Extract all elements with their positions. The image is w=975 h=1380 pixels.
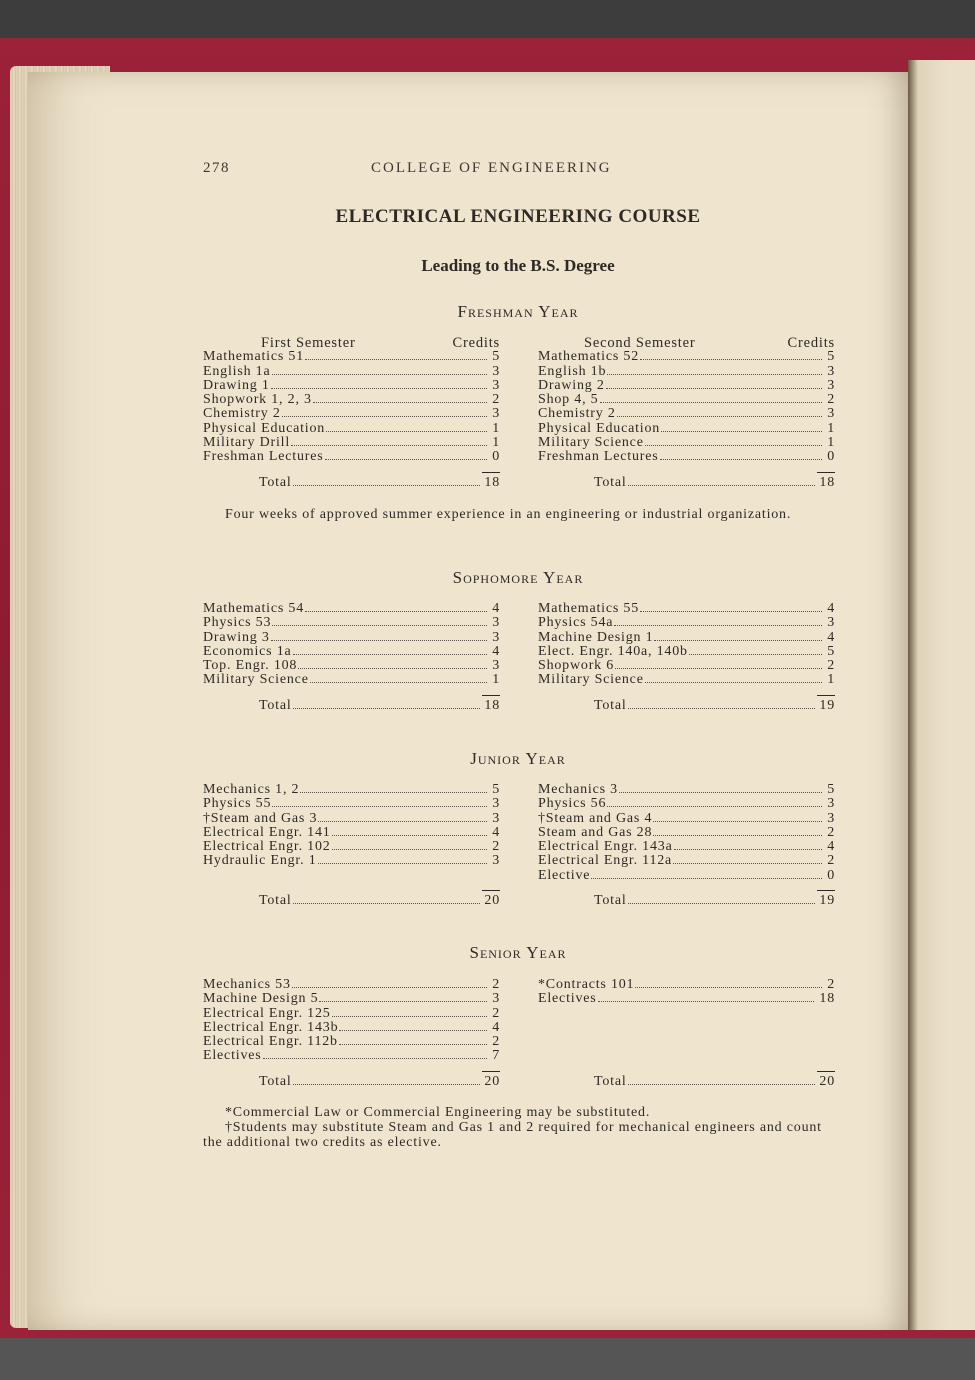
course-name: Drawing 2: [538, 377, 605, 393]
sophomore-first-semester: [203, 602, 500, 713]
course-row: [203, 602, 500, 616]
course-row: [203, 379, 500, 393]
course-row: [538, 812, 835, 826]
total-row: [203, 476, 500, 490]
leader-dots: [305, 611, 487, 612]
course-credits: 4: [492, 1019, 500, 1035]
leader-dots: [607, 374, 822, 375]
leader-dots: [298, 668, 487, 669]
course-credits: 3: [492, 658, 500, 674]
course-credits: 3: [827, 406, 835, 422]
course-credits: 0: [827, 867, 835, 883]
leader-dots: [318, 821, 487, 822]
course-name: Freshman Lectures: [203, 449, 324, 465]
course-name: Mathematics 52: [538, 349, 640, 365]
junior-second-semester: [538, 783, 835, 908]
course-row: [203, 616, 500, 630]
course-name: Elect. Engr. 140a, 140b: [538, 643, 688, 659]
leader-dots: [591, 878, 822, 879]
leader-dots: [339, 1044, 487, 1045]
leader-dots: [654, 640, 822, 641]
course-credits: 3: [492, 810, 500, 826]
course-credits: 3: [492, 377, 500, 393]
course-name: Military Science: [203, 672, 309, 688]
senior-heading: Senior Year: [469, 943, 567, 962]
total-row: [538, 1075, 835, 1089]
page-number: 278: [203, 160, 230, 176]
leader-dots: [300, 792, 487, 793]
total-label: Total: [259, 697, 292, 713]
course-row: [538, 659, 835, 673]
total-label: Total: [594, 474, 627, 490]
total-label: Total: [259, 893, 292, 909]
total-value: 18: [484, 474, 500, 490]
leader-dots: [310, 682, 487, 683]
leader-dots: [674, 849, 822, 850]
course-name: Machine Design 1: [538, 629, 654, 645]
course-name: Mechanics 1, 2: [203, 782, 300, 797]
leader-dots: [282, 416, 487, 417]
course-credits: 5: [827, 643, 835, 659]
course-row: [538, 854, 835, 868]
total-rule: [817, 695, 835, 696]
course-name: Physics 53: [203, 615, 272, 631]
total-rule: [482, 890, 500, 891]
course-row: [203, 350, 500, 364]
course-row: [203, 631, 500, 645]
course-credits: 5: [492, 349, 500, 365]
course-row: [203, 436, 500, 450]
junior-heading: Junior Year: [470, 749, 566, 768]
leader-dots: [313, 402, 487, 403]
course-credits: 2: [492, 1034, 500, 1050]
leader-dots: [292, 987, 487, 988]
course-name: Economics 1a: [203, 643, 292, 659]
total-rule: [817, 1071, 835, 1072]
course-credits: 4: [492, 643, 500, 659]
leader-dots: [272, 806, 487, 807]
leader-dots: [645, 445, 822, 446]
leader-dots: [640, 611, 822, 612]
first-semester-label: First Semester: [261, 335, 356, 351]
course-credits: 3: [827, 810, 835, 826]
course-name: English 1b: [538, 363, 607, 379]
leader-dots: [332, 849, 487, 850]
course-credits: 18: [819, 991, 835, 1007]
course-row: [203, 992, 500, 1006]
course-row: [538, 365, 835, 379]
course-name: Mathematics 51: [203, 349, 305, 365]
leader-dots: [635, 987, 822, 988]
course-row: [538, 797, 835, 811]
course-credits: 4: [827, 839, 835, 855]
course-name: Electives: [538, 991, 597, 1007]
course-row: [538, 350, 835, 364]
course-name: Physical Education: [538, 420, 661, 436]
total-value: 18: [819, 474, 835, 490]
senior-first-semester: [203, 978, 500, 1089]
footnote-asterisk: *Commercial Law or Commercial Engineering may be substituted.: [225, 1105, 651, 1120]
leader-dots: [263, 1058, 487, 1059]
course-credits: 5: [492, 782, 500, 797]
course-credits: 1: [827, 435, 835, 451]
course-credits: 4: [492, 824, 500, 840]
course-name: Chemistry 2: [203, 406, 281, 422]
total-row: [203, 894, 500, 908]
course-credits: 5: [827, 349, 835, 365]
course-row: [203, 978, 500, 992]
course-name: Freshman Lectures: [538, 449, 659, 465]
course-row: [203, 1007, 500, 1021]
leader-dots: [305, 359, 487, 360]
credits-label: Credits: [452, 335, 500, 351]
course-name: Electrical Engr. 112a: [538, 853, 673, 869]
course-row: [538, 826, 835, 840]
leader-dots: [653, 821, 822, 822]
course-credits: 3: [492, 629, 500, 645]
course-row: [203, 783, 500, 797]
footnote-dagger: †Students may substitute Steam and Gas 1 and 2 required for mechanical engineers and count the additional two credits as elective.: [203, 1120, 822, 1150]
background-top: [0, 0, 975, 42]
total-row: [538, 699, 835, 713]
total-label: Total: [259, 1073, 292, 1089]
course-row: [538, 992, 835, 1006]
course-name: Hydraulic Engr. 1: [203, 853, 317, 869]
course-credits: 3: [492, 796, 500, 812]
course-row: [203, 422, 500, 436]
footnotes: [203, 1105, 833, 1150]
total-rule: [817, 472, 835, 473]
course-credits: 1: [827, 672, 835, 688]
freshman-heading: Freshman Year: [457, 302, 579, 321]
leader-dots: [332, 835, 487, 836]
course-credits: 3: [827, 377, 835, 393]
course-credits: 3: [492, 363, 500, 379]
course-name: †Steam and Gas 3: [203, 810, 318, 826]
course-credits: 3: [492, 991, 500, 1007]
total-value: 19: [819, 893, 835, 909]
course-name: Shopwork 1, 2, 3: [203, 392, 312, 408]
column-header: [538, 336, 835, 350]
leader-dots: [339, 1030, 487, 1031]
freshman-first-semester: [203, 336, 500, 490]
senior-second-semester: [538, 978, 835, 1089]
course-name: Physics 56: [538, 796, 607, 812]
course-row: [538, 616, 835, 630]
course-row: [203, 840, 500, 854]
course-name: Mechanics 53: [203, 977, 291, 992]
course-name: Machine Design 5: [203, 991, 319, 1007]
course-row: [203, 812, 500, 826]
course-row: [538, 393, 835, 407]
course-row: [538, 602, 835, 616]
total-row: [538, 894, 835, 908]
total-rule: [482, 1071, 500, 1072]
course-name: Top. Engr. 108: [203, 658, 298, 674]
course-name: Physical Education: [203, 420, 326, 436]
leader-dots: [326, 431, 487, 432]
page-title: ELECTRICAL ENGINEERING COURSE: [335, 206, 701, 227]
course-row: [203, 826, 500, 840]
course-credits: 0: [492, 449, 500, 465]
course-row: [538, 436, 835, 450]
course-credits: 3: [827, 615, 835, 631]
leader-dots: [332, 1016, 487, 1017]
course-row: [203, 854, 500, 868]
total-rule: [482, 695, 500, 696]
total-row: [538, 476, 835, 490]
course-name: Electrical Engr. 112b: [203, 1034, 338, 1050]
course-name: Electives: [203, 1048, 262, 1064]
course-credits: 2: [492, 977, 500, 992]
course-credits: 2: [492, 1005, 500, 1021]
leader-dots: [271, 388, 487, 389]
leader-dots: [653, 835, 822, 836]
course-name: Military Science: [538, 435, 644, 451]
leader-dots: [640, 359, 822, 360]
course-credits: 2: [492, 392, 500, 408]
course-credits: 3: [827, 796, 835, 812]
course-row: [538, 407, 835, 421]
total-row: [203, 699, 500, 713]
leader-dots: [271, 640, 487, 641]
leader-dots: [272, 625, 487, 626]
course-name: Electrical Engr. 143a: [538, 839, 673, 855]
running-title: COLLEGE OF ENGINEERING: [371, 160, 612, 176]
leader-dots: [600, 402, 823, 403]
total-value: 19: [819, 697, 835, 713]
leader-dots: [673, 863, 822, 864]
sophomore-second-semester: [538, 602, 835, 713]
course-row: [538, 379, 835, 393]
course-credits: 2: [827, 853, 835, 869]
course-name: Electrical Engr. 141: [203, 824, 331, 840]
course-row: [203, 1049, 500, 1063]
course-credits: 4: [492, 601, 500, 616]
credits-label: Credits: [787, 335, 835, 351]
freshman-note-text: Four weeks of approved summer experience in an engineering or industrial organization.: [225, 507, 792, 522]
second-semester-label: Second Semester: [584, 335, 696, 351]
leader-dots: [272, 374, 488, 375]
total-label: Total: [594, 697, 627, 713]
leader-dots: [325, 459, 487, 460]
course-credits: 1: [827, 420, 835, 436]
leader-dots: [319, 1001, 487, 1002]
background-bottom: [0, 1338, 975, 1380]
facing-page-edge: [908, 60, 975, 1330]
leader-dots: [689, 654, 822, 655]
course-row: [203, 1021, 500, 1035]
course-row: [538, 783, 835, 797]
course-name: *Contracts 101: [538, 977, 635, 992]
total-label: Total: [259, 474, 292, 490]
course-name: Electrical Engr. 102: [203, 839, 331, 855]
course-row: [538, 631, 835, 645]
course-row: [203, 673, 500, 687]
course-credits: 5: [827, 782, 835, 797]
course-credits: 3: [492, 615, 500, 631]
leader-dots: [617, 416, 822, 417]
course-name: Mathematics 54: [203, 601, 305, 616]
course-row: [538, 450, 835, 464]
course-credits: 4: [827, 601, 835, 616]
total-value: 20: [484, 893, 500, 909]
course-name: Military Drill: [203, 435, 291, 451]
course-row: [203, 659, 500, 673]
course-row: [538, 840, 835, 854]
course-credits: 1: [492, 420, 500, 436]
course-credits: 7: [492, 1048, 500, 1064]
course-credits: 0: [827, 449, 835, 465]
leader-dots: [293, 654, 487, 655]
course-credits: 3: [492, 406, 500, 422]
course-row: [203, 393, 500, 407]
total-value: 20: [819, 1073, 835, 1089]
course-row: [203, 450, 500, 464]
course-row: [538, 869, 835, 883]
leader-dots: [318, 863, 487, 864]
course-credits: 1: [492, 435, 500, 451]
leader-dots: [607, 806, 822, 807]
course-name: Electrical Engr. 143b: [203, 1019, 339, 1035]
course-name: Mechanics 3: [538, 782, 618, 797]
course-row: [538, 422, 835, 436]
course-name: Electrical Engr. 125: [203, 1005, 331, 1021]
leader-dots: [598, 1001, 814, 1002]
course-credits: 2: [827, 658, 835, 674]
course-name: Drawing 1: [203, 377, 270, 393]
course-name: Shop 4, 5: [538, 392, 599, 408]
course-row: [203, 645, 500, 659]
total-label: Total: [594, 1073, 627, 1089]
leader-dots: [645, 682, 822, 683]
course-row: [203, 407, 500, 421]
total-value: 20: [484, 1073, 500, 1089]
total-value: 18: [484, 697, 500, 713]
leader-dots: [615, 668, 822, 669]
leader-dots: [661, 431, 822, 432]
leader-dots: [291, 445, 487, 446]
freshman-second-semester: [538, 336, 835, 490]
column-header: [203, 336, 500, 350]
course-credits: 2: [827, 392, 835, 408]
course-row: [203, 797, 500, 811]
sophomore-heading: Sophomore Year: [452, 568, 584, 587]
course-row: [203, 365, 500, 379]
total-label: Total: [594, 893, 627, 909]
course-credits: 4: [827, 629, 835, 645]
course-row: [538, 673, 835, 687]
total-row: [203, 1075, 500, 1089]
course-name: †Steam and Gas 4: [538, 810, 653, 826]
leader-dots: [606, 388, 822, 389]
course-name: Military Science: [538, 672, 644, 688]
leader-dots: [614, 625, 822, 626]
course-credits: 2: [827, 977, 835, 992]
leader-dots: [619, 792, 822, 793]
course-name: Shopwork 6: [538, 658, 615, 674]
course-name: Physics 55: [203, 796, 272, 812]
course-credits: 1: [492, 672, 500, 688]
junior-first-semester: [203, 783, 500, 908]
course-name: English 1a: [203, 363, 271, 379]
course-name: Drawing 3: [203, 629, 270, 645]
course-credits: 3: [827, 363, 835, 379]
page-subtitle: Leading to the B.S. Degree: [421, 256, 615, 275]
course-row: [538, 978, 835, 992]
course-name: Mathematics 55: [538, 601, 640, 616]
total-rule: [482, 472, 500, 473]
course-credits: 3: [492, 853, 500, 869]
freshman-note: [203, 507, 833, 522]
total-rule: [817, 890, 835, 891]
course-row: [203, 1035, 500, 1049]
course-credits: 2: [492, 839, 500, 855]
course-row: [538, 645, 835, 659]
course-name: Physics 54a: [538, 615, 614, 631]
course-credits: 2: [827, 824, 835, 840]
course-name: Chemistry 2: [538, 406, 616, 422]
course-name: Elective: [538, 867, 591, 883]
leader-dots: [660, 459, 822, 460]
course-name: Steam and Gas 28: [538, 824, 653, 840]
